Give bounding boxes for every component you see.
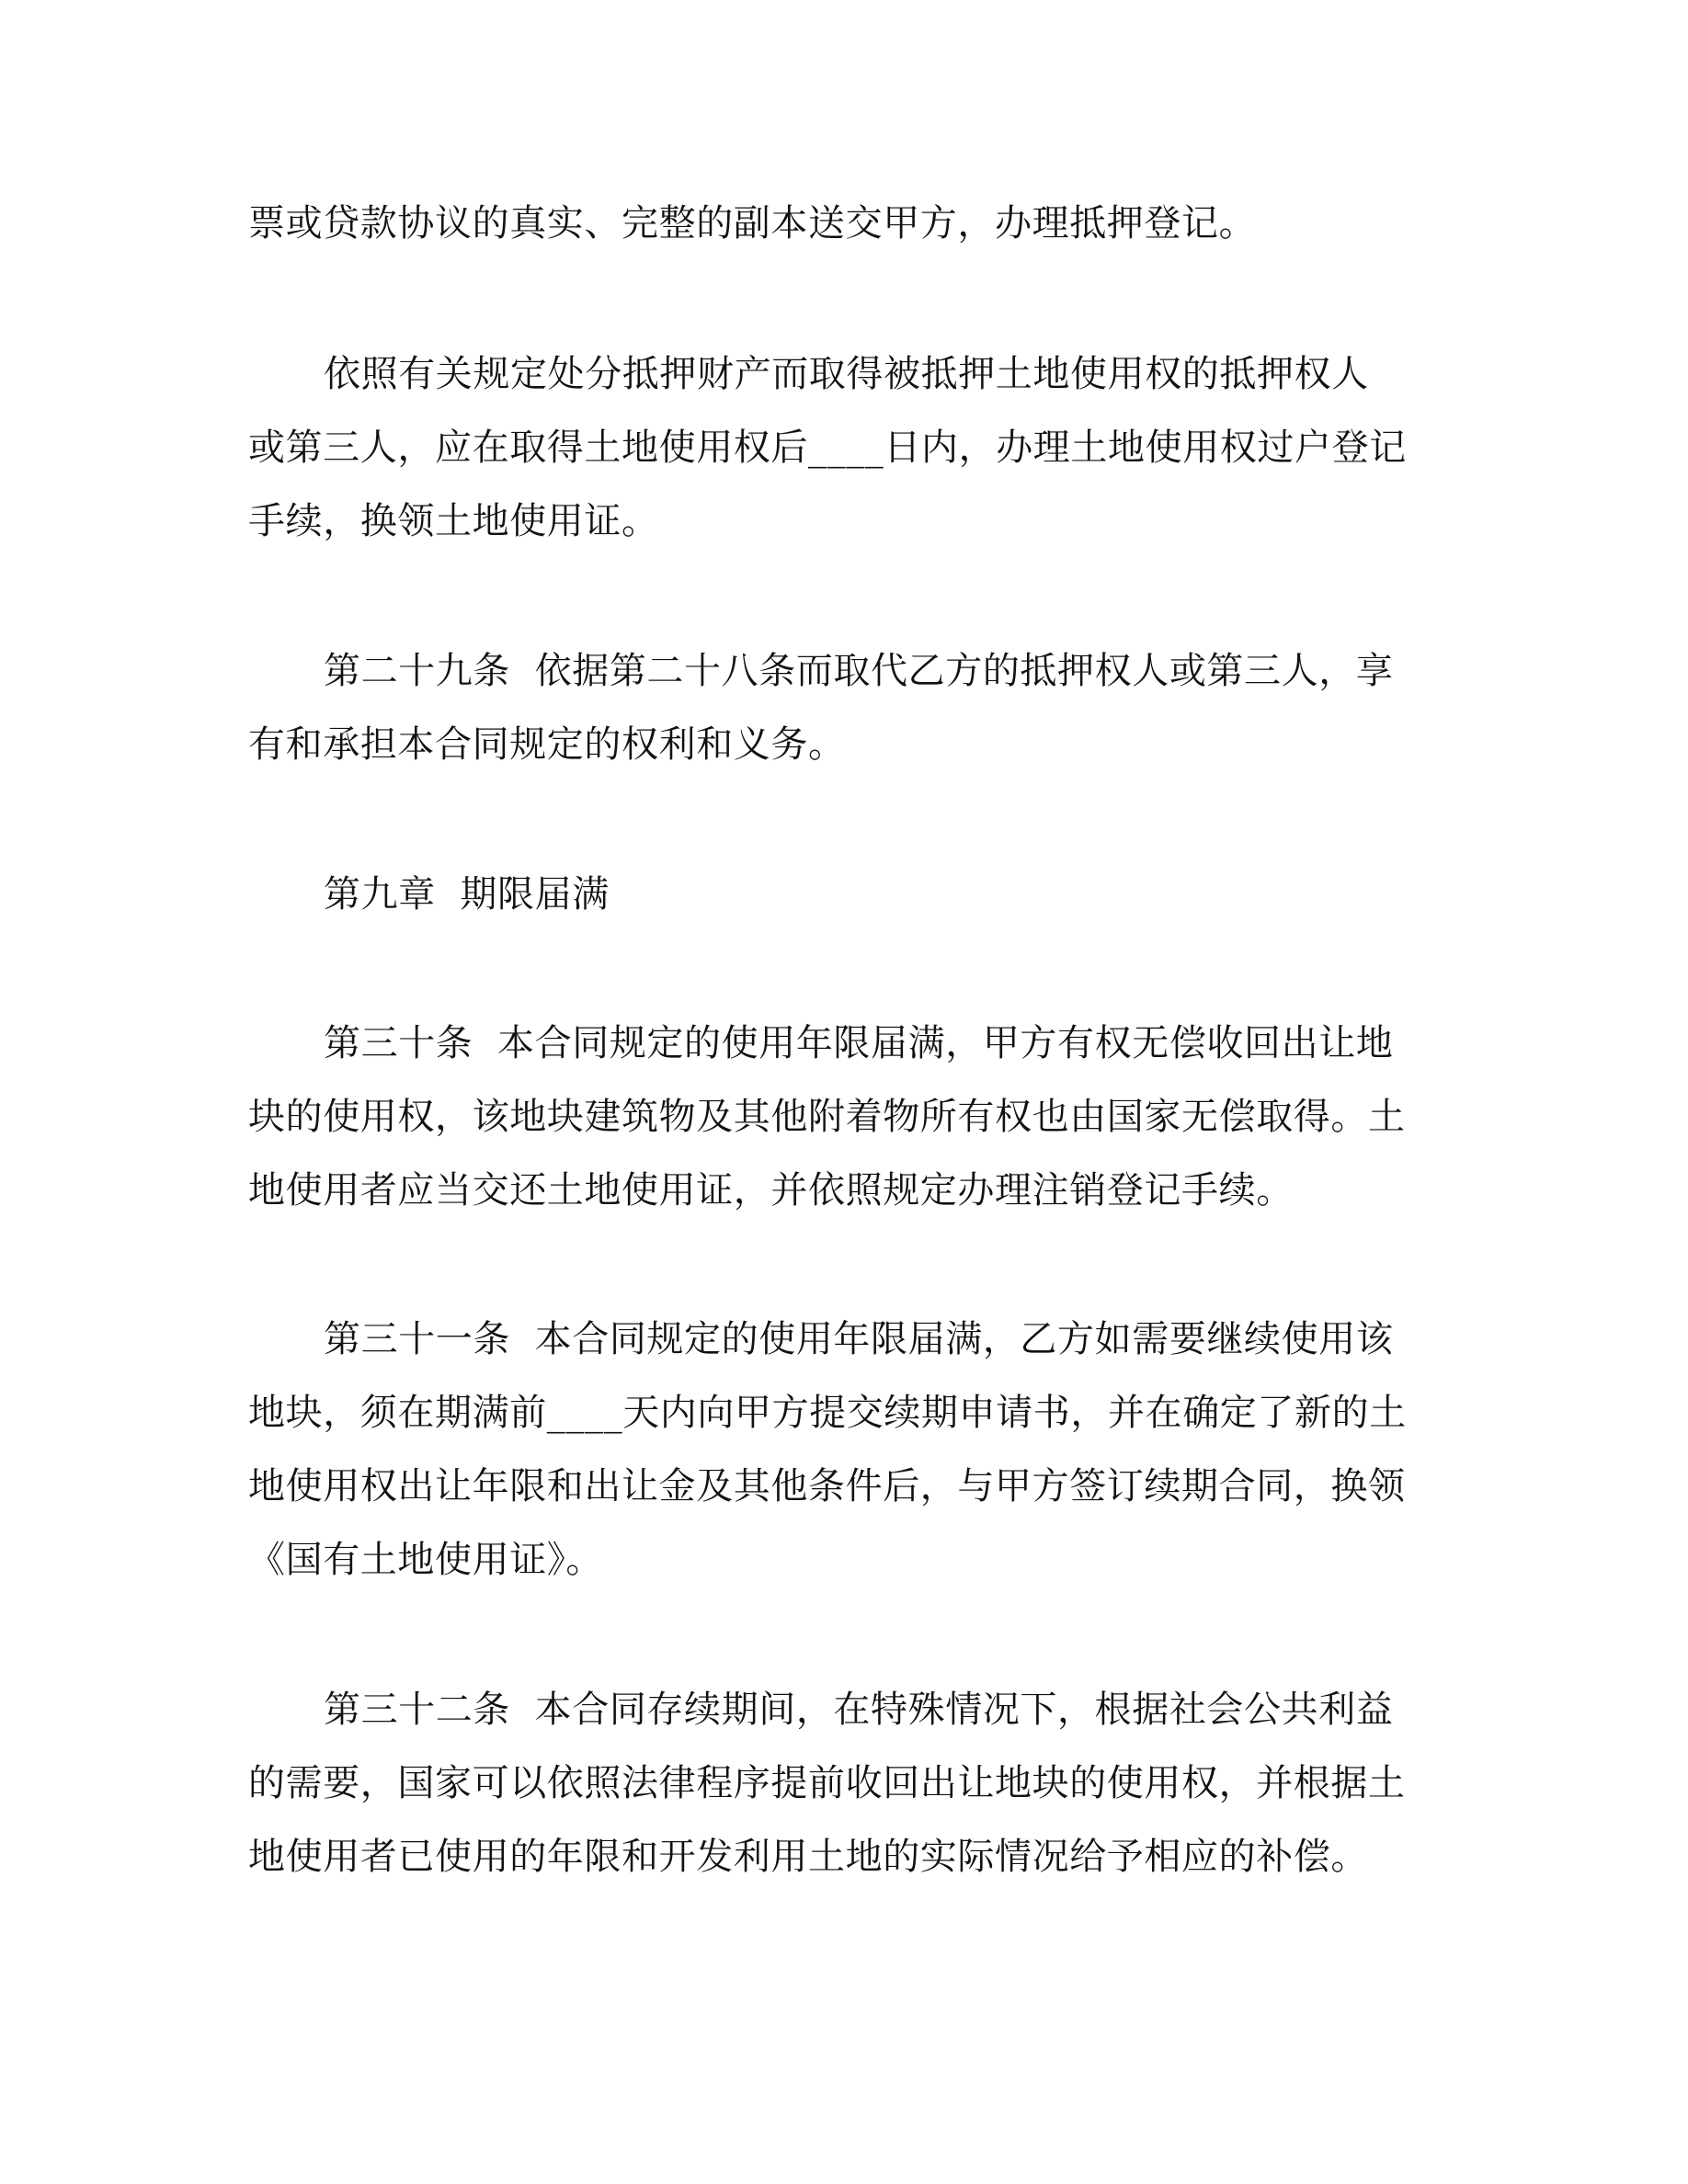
text-line: 的需要，国家可以依照法律程序提前收回出让地块的使用权，并根据土 xyxy=(248,1762,1406,1804)
text-line: 第三十二条 本合同存续期间，在特殊情况下，根据社会公共利益 xyxy=(324,1689,1394,1731)
text-line: 块的使用权，该地块建筑物及其他附着物所有权也由国家无偿取得。土 xyxy=(248,1096,1406,1138)
text-line: 地使用者已使用的年限和开发利用土地的实际情况给予相应的补偿。 xyxy=(248,1836,1368,1878)
text-line: 第二十九条 依据第二十八条而取代乙方的抵押权人或第三人，享 xyxy=(324,650,1394,692)
text-line: 或第三人，应在取得土地使用权后____日内，办理土地使用权过户登记 xyxy=(248,427,1407,469)
text-line: 第三十条 本合同规定的使用年限届满，甲方有权无偿收回出让地 xyxy=(324,1022,1394,1064)
chapter-heading: 第九章 期限届满 xyxy=(324,873,610,916)
text-line: 地使用者应当交还土地使用证，并依照规定办理注销登记手续。 xyxy=(248,1169,1294,1211)
text-line: 《国有土地使用证》。 xyxy=(248,1539,603,1581)
text-line: 有和承担本合同规定的权利和义务。 xyxy=(248,723,846,766)
text-line: 依照有关规定处分抵押财产而取得被抵押土地使用权的抵押权人 xyxy=(324,353,1369,395)
text-line: 地使用权出让年限和出让金及其他条件后，与甲方签订续期合同，换领 xyxy=(248,1465,1406,1507)
text-line: 第三十一条 本合同规定的使用年限届满，乙方如需要继续使用该 xyxy=(324,1318,1394,1360)
text-line: 手续，换领土地使用证。 xyxy=(248,500,659,542)
text-line: 地块，须在期满前____天内向甲方提交续期申请书，并在确定了新的土 xyxy=(248,1392,1407,1434)
text-line: 票或贷款协议的真实、完整的副本送交甲方，办理抵押登记。 xyxy=(248,202,1257,245)
